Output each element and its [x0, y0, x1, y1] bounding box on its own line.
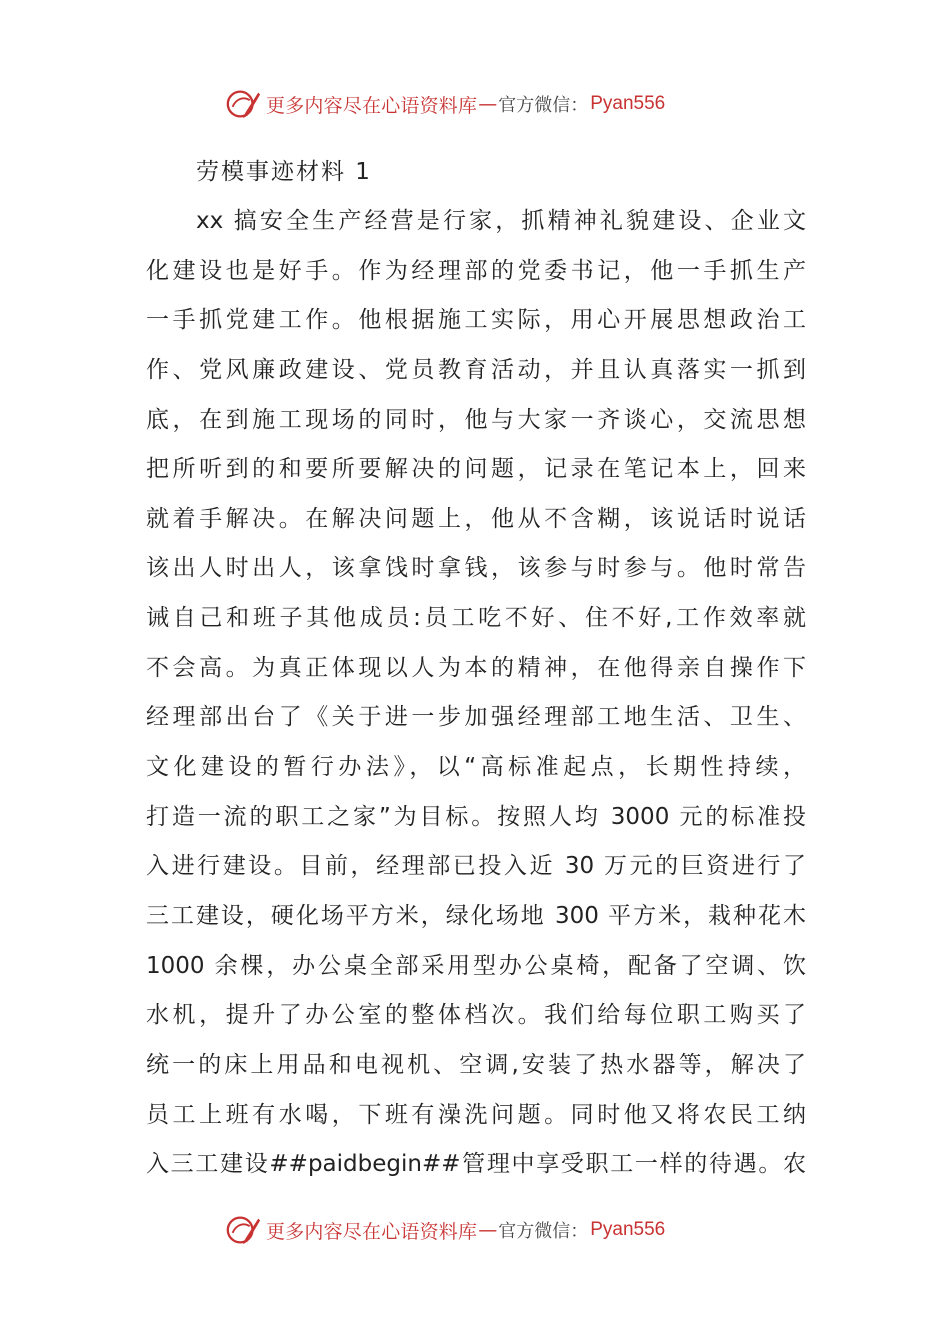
pen-logo-icon	[224, 1211, 262, 1249]
body-line: 入进行建设。目前，经理部已投入近 30 万元的巨资进行了	[146, 853, 806, 879]
body-line: 水机，提升了办公室的整体档次。我们给每位职工购买了	[146, 1002, 806, 1028]
header-banner	[224, 84, 665, 124]
banner-wechat-label: 官方微信：	[498, 1221, 589, 1242]
body-line: 文化建设的暂行办法》，以“高标准起点，长期性持续，	[146, 754, 806, 780]
body-line: 该出人时出人，该拿饯时拿钱，该参与时参与。他时常告	[146, 555, 806, 581]
banner-wechat-id: Pyan556	[590, 1219, 666, 1240]
body-line: 化建设也是好手。作为经理部的党委书记，他一手抓生产	[146, 258, 806, 284]
body-line: 员工上班有水喝，下班有澡洗问题。同时他又将农民工纳	[146, 1102, 806, 1128]
body-line: 一手抓党建工作。他根据施工实际，用心开展思想政治工	[146, 307, 806, 333]
body-line: 经理部出台了《关于进一步加强经理部工地生活、卫生、	[146, 704, 806, 730]
body-line: 底，在到施工现场的同时，他与大家一齐谈心，交流思想	[146, 407, 806, 433]
pen-logo-icon	[224, 85, 262, 123]
body-line: 统一的床上用品和电视机、空调,安装了热水器等，解决了	[146, 1052, 806, 1078]
banner-dash: —	[478, 93, 498, 115]
body-line: 诫自己和班子其他成员:员工吃不好、住不好,工作效率就	[146, 605, 806, 631]
footer-banner	[224, 1210, 665, 1250]
body-line: 把所听到的和要所要解决的问题，记录在笔记本上，回来	[146, 456, 806, 482]
body-line: xx 搞安全生产经营是行家，抓精神礼貌建设、企业文	[196, 208, 806, 234]
banner-wechat-label: 官方微信：	[498, 95, 589, 116]
body-line: 打造一流的职工之家”为目标。按照人均 3000 元的标准投	[146, 804, 806, 830]
body-line: 1000 余棵，办公桌全部采用型办公桌椅，配备了空调、饮	[146, 953, 806, 979]
document-title: 劳模事迹材料 1	[196, 159, 372, 185]
banner-brand-text: 更多内容尽在心语资料库	[266, 1220, 478, 1243]
banner-wechat-id: Pyan556	[590, 93, 666, 114]
body-line: 不会高。为真正体现以人为本的精神，在他得亲自操作下	[146, 655, 806, 681]
body-line: 入三工建设##paidbegin##管理中享受职工一样的待遇。农	[146, 1151, 806, 1177]
banner-brand-text: 更多内容尽在心语资料库	[266, 94, 478, 117]
banner-dash: —	[478, 1219, 498, 1241]
body-line: 三工建设，硬化场平方米，绿化场地 300 平方米，栽种花木	[146, 903, 806, 929]
body-line: 就着手解决。在解决问题上，他从不含糊，该说话时说话	[146, 506, 806, 532]
body-line: 作、党风廉政建设、党员教育活动，并且认真落实一抓到	[146, 357, 806, 383]
